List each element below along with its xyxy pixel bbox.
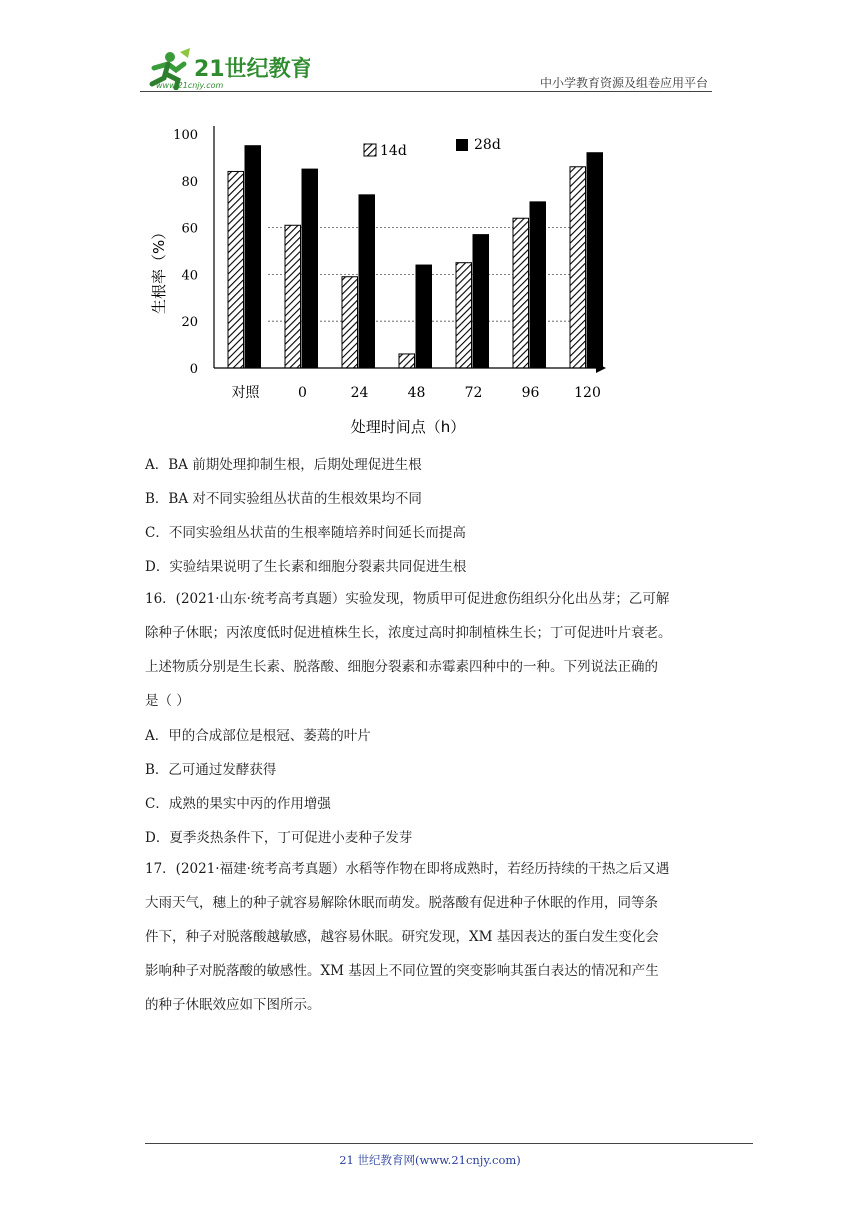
q17-stem-line: 的种子休眠效应如下图所示。	[145, 997, 321, 1013]
q16-stem-line: 上述物质分别是生长素、脱落酸、细胞分裂素和赤霉素四种中的一种。下列说法正确的	[145, 659, 658, 675]
footer-site-link[interactable]: 21 世纪教育网(www.21cnjy.com)	[339, 1153, 521, 1167]
x-tick-label: 24	[350, 385, 369, 401]
q16-stem	[145, 582, 717, 718]
bar-28d-72	[473, 235, 489, 368]
legend-swatch-28d	[456, 139, 468, 151]
bar-14d-72	[456, 263, 472, 368]
bar-14d-48	[399, 354, 415, 368]
logo-url: www.21cnjy.com	[156, 81, 224, 90]
y-tick-label: 100	[173, 128, 198, 143]
logo-text: 21世纪教育	[194, 57, 310, 82]
q16-stem-line: 是（ ）	[145, 693, 190, 709]
y-tick-label: 0	[189, 362, 198, 377]
footer-divider	[145, 1143, 753, 1144]
q15-option-b: B．BA 对不同实验组丛状苗的生根效果均不同	[145, 491, 422, 507]
bar-14d-对照	[228, 171, 244, 368]
y-axis-label: 生根率（%）	[150, 224, 168, 314]
q17-stem-line: 17．(2021·福建·统考高考真题）水稻等作物在即将成熟时，若经历持续的干热之后又遇	[145, 861, 670, 877]
q17-stem-line: 影响种子对脱落酸的敏感性。XM 基因上不同位置的突变影响其蛋白表达的情况和产生	[145, 963, 659, 979]
x-axis-label: 处理时间点（h）	[350, 418, 466, 436]
bar-28d-对照	[245, 146, 261, 368]
bar-14d-96	[513, 218, 529, 368]
bar-28d-0	[302, 169, 318, 368]
y-tick-label: 60	[181, 221, 198, 237]
x-tick-label: 对照	[231, 385, 260, 401]
bar-28d-48	[416, 265, 432, 368]
q17-stem-line: 件下，种子对脱落酸越敏感，越容易休眠。研究发现，XM 基因表达的蛋白发生变化会	[145, 929, 659, 945]
bar-14d-120	[570, 167, 586, 368]
q15-option-c: C．不同实验组丛状苗的生根率随培养时间延长而提高	[145, 525, 466, 541]
bar-14d-0	[285, 225, 301, 368]
q16-option-a: A．甲的合成部位是根冠、萎蔫的叶片	[145, 728, 371, 744]
bar-28d-120	[587, 153, 603, 368]
x-tick-label: 96	[521, 385, 540, 401]
q16-stem-line: 除种子休眠；丙浓度低时促进植株生长，浓度过高时抑制植株生长；丁可促进叶片衰老。	[145, 625, 672, 641]
q16-option-c: C．成熟的果实中丙的作用增强	[145, 796, 331, 812]
q16-option-b: B．乙可通过发酵获得	[145, 762, 277, 778]
x-tick-label: 0	[298, 385, 307, 401]
site-logo	[140, 46, 310, 90]
bar-chart-svg	[150, 118, 620, 440]
rooting-rate-chart	[150, 118, 620, 440]
q15-option-a: A．BA 前期处理抑制生根，后期处理促进生根	[145, 457, 422, 473]
y-tick-label: 40	[181, 268, 198, 284]
q16-option-d: D．夏季炎热条件下，丁可促进小麦种子发芽	[145, 830, 413, 846]
legend	[364, 137, 501, 159]
q17-stem	[145, 852, 717, 1022]
q15-option-d: D．实验结果说明了生长素和细胞分裂素共同促进生根	[145, 559, 467, 575]
legend-label-14d: 14d	[380, 143, 407, 159]
y-tick-label: 80	[181, 174, 198, 190]
x-tick-label: 72	[464, 385, 483, 401]
legend-swatch-14d	[364, 144, 376, 156]
bar-14d-24	[342, 277, 358, 368]
q17-stem-line: 大雨天气，穗上的种子就容易解除休眠而萌发。脱落酸有促进种子休眠的作用，同等条	[145, 895, 658, 911]
x-tick-label: 120	[574, 385, 601, 401]
bar-28d-96	[530, 202, 546, 368]
y-tick-label: 20	[181, 315, 198, 331]
header-platform-name: 中小学教育资源及组卷应用平台	[539, 76, 708, 90]
x-tick-label: 48	[407, 385, 426, 401]
legend-label-28d: 28d	[474, 137, 501, 153]
bar-28d-24	[359, 195, 375, 368]
q16-stem-line: 16．(2021·山东·统考高考真题）实验发现，物质甲可促进愈伤组织分化出丛芽；乙可解	[145, 591, 670, 607]
header-divider	[140, 91, 712, 92]
logo-runner-icon	[140, 46, 310, 90]
